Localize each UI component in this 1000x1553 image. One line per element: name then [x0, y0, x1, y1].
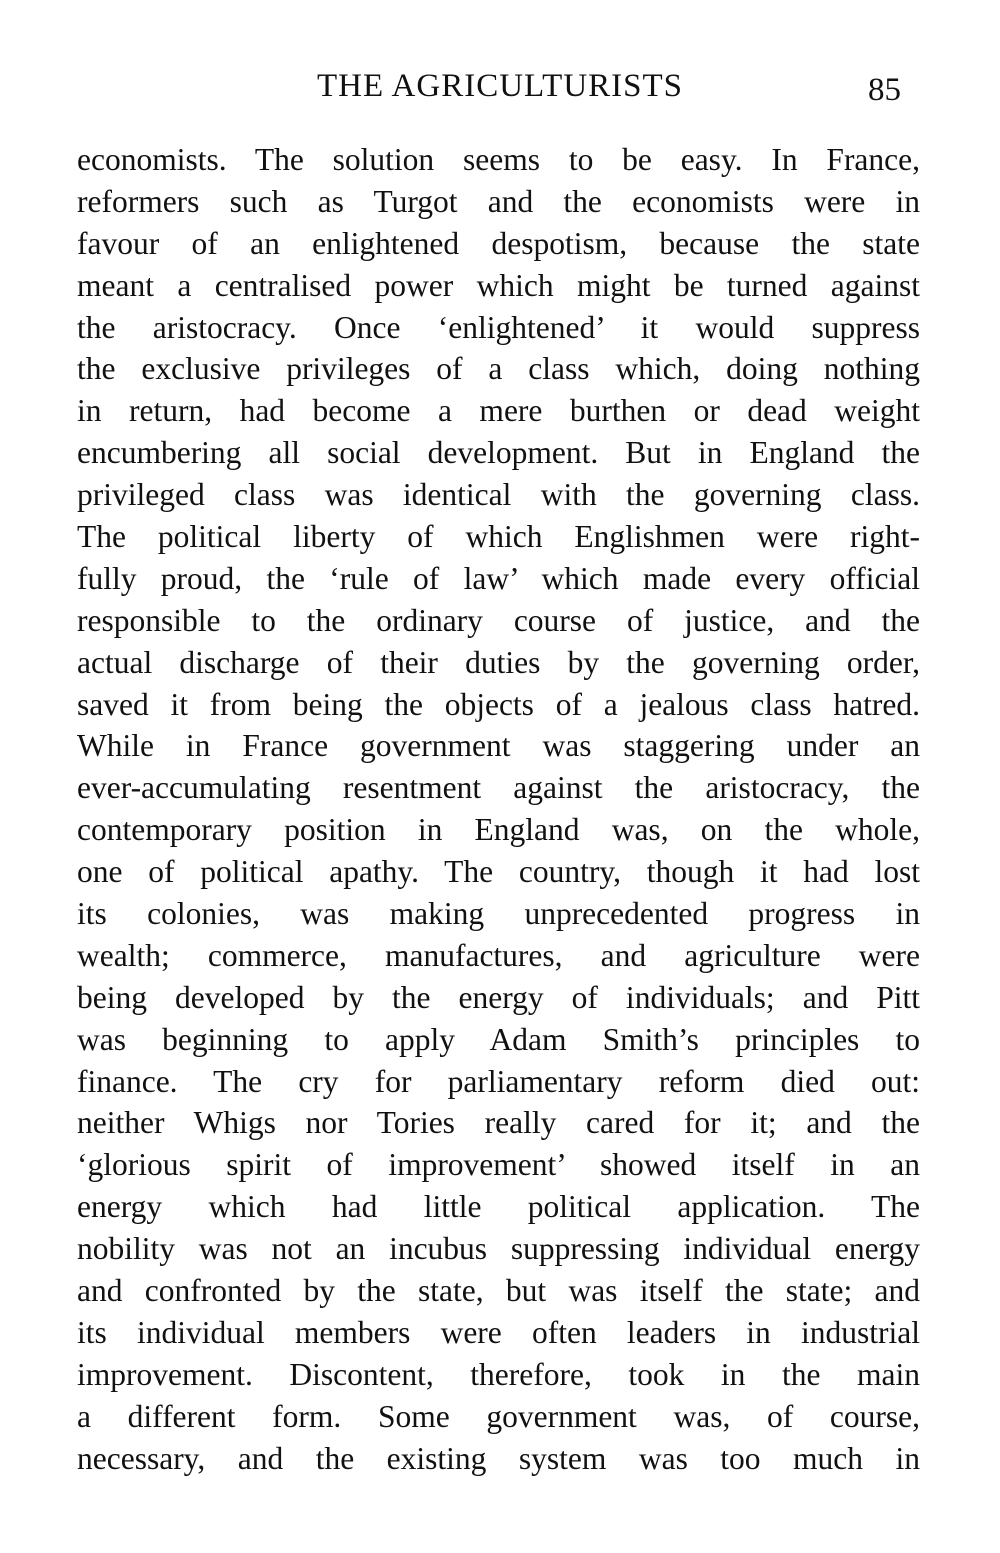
body-text — [77, 139, 920, 1480]
text-line: the exclusive privileges of a class which, doing nothing — [77, 351, 920, 387]
running-head — [0, 64, 1000, 108]
text-line: neither Whigs nor Tories really cared for it; and the — [77, 1105, 920, 1141]
text-line: one of political apathy. The country, though it had lost — [77, 854, 920, 890]
text-line: necessary, and the existing system was too much in — [77, 1440, 920, 1476]
text-line: was beginning to apply Adam Smith’s principles to — [77, 1021, 920, 1057]
text-line: reformers such as Turgot and the economists were in — [77, 183, 920, 219]
text-line: contemporary position in England was, on the whole, — [77, 812, 920, 848]
text-line: in return, had become a mere burthen or dead weight — [77, 393, 920, 429]
text-line: the aristocracy. Once ‘enlightened’ it would suppress — [77, 309, 920, 345]
text-line: favour of an enlightened despotism, because the state — [77, 225, 920, 261]
text-line: economists. The solution seems to be easy. In France, — [77, 142, 920, 177]
text-line: encumbering all social development. But in England the — [77, 435, 920, 471]
text-line: energy which had little political application. The — [77, 1189, 920, 1225]
text-line: ‘glorious spirit of improvement’ showed itself in an — [77, 1147, 920, 1183]
running-title: THE AGRICULTURISTS — [316, 68, 684, 104]
text-line: actual discharge of their duties by the governing order, — [77, 644, 920, 680]
text-line: its colonies, was making unprecedented progress in — [77, 896, 920, 932]
text-line: ever-accumulating resentment against the aristocracy, the — [77, 770, 920, 806]
text-line: and confronted by the state, but was itself the state; and — [77, 1273, 920, 1309]
text-line: its individual members were often leaders in industrial — [77, 1314, 920, 1350]
text-line: finance. The cry for parliamentary reform died out: — [77, 1063, 920, 1099]
text-line: While in France government was staggering under an — [77, 728, 920, 764]
text-line: wealth; commerce, manufactures, and agriculture were — [77, 937, 920, 973]
text-line: meant a centralised power which might be turned against — [77, 267, 920, 303]
text-line: privileged class was identical with the governing class. — [77, 477, 920, 513]
page-number: 85 — [868, 72, 901, 108]
text-line: responsible to the ordinary course of justice, and the — [77, 602, 920, 638]
text-line: improvement. Discontent, therefore, took in the main — [77, 1356, 920, 1392]
text-line: nobility was not an incubus suppressing individual energy — [77, 1231, 920, 1267]
text-line: fully proud, the ‘rule of law’ which made every official — [77, 560, 920, 596]
text-line: being developed by the energy of individuals; and Pitt — [77, 979, 920, 1015]
text-line: The political liberty of which Englishmen were right- — [77, 519, 920, 555]
text-line: a different form. Some government was, of course, — [77, 1398, 920, 1434]
text-line: saved it from being the objects of a jealous class hatred. — [77, 686, 920, 722]
